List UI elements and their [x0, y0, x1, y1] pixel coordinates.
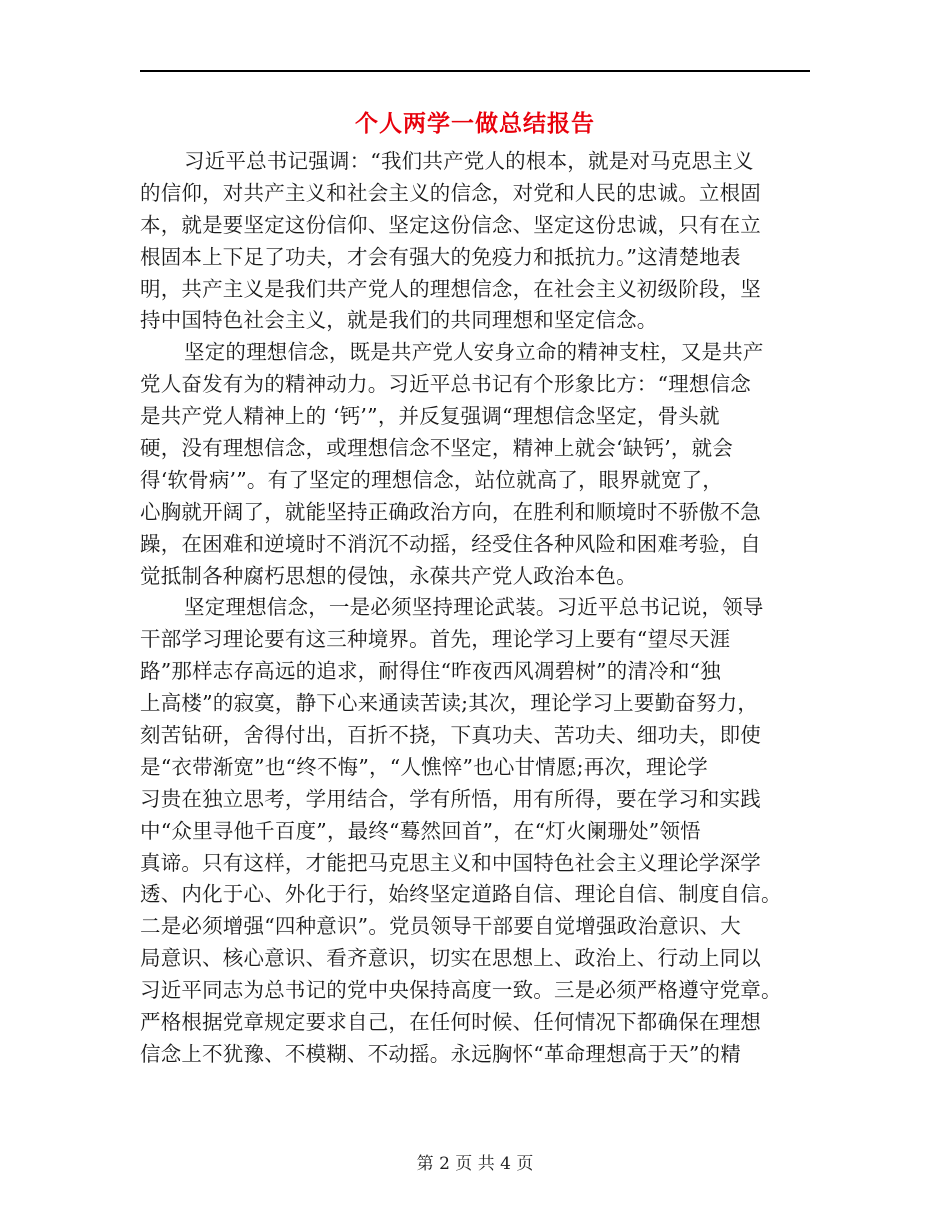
body-line: 刻苦钻研，舍得付出，百折不挠，下真功夫、苦功夫、细功夫，即使 [140, 723, 761, 748]
body-line: 本，就是要坚定这份信仰、坚定这份信念、坚定这份忠诚，只有在立 [140, 212, 761, 237]
body-line: 躁，在困难和逆境时不消沉不动摇，经受住各种风险和困难考验，自 [140, 531, 761, 556]
document-title: 个人两学一做总结报告 [355, 110, 595, 137]
body-line: 上高楼”的寂寞，静下心来通读苦读;其次，理论学习上要勤奋努力， [140, 691, 759, 716]
body-line: 坚定理想信念，一是必须坚持理论武装。习近平总书记说，领导 [184, 595, 764, 620]
body-line: 坚定的理想信念，既是共产党人安身立命的精神支柱，又是共产 [184, 340, 764, 365]
body-line: 觉抵制各种腐朽思想的侵蚀，永葆共产党人政治本色。 [140, 563, 637, 588]
body-line: 是共产党人精神上的 ‘钙’”，并反复强调“理想信念坚定，骨头就 [140, 404, 720, 429]
body-line: 得‘软骨病’”。有了坚定的理想信念，站位就高了，眼界就宽了， [140, 467, 724, 492]
body-line: 的信仰，对共产主义和社会主义的信念，对党和人民的忠诚。立根固 [140, 180, 761, 205]
body-line: 硬，没有理想信念，或理想信念不坚定，精神上就会‘缺钙’，就会 [140, 436, 734, 461]
body-line: 严格根据党章规定要求自己，在任何时候、任何情况下都确保在理想 [140, 1010, 761, 1035]
body-line: 持中国特色社会主义，就是我们的共同理想和坚定信念。 [140, 308, 658, 333]
body-line: 习近平总书记强调：“我们共产党人的根本，就是对马克思主义 [184, 149, 754, 173]
body-line: 是“衣带渐宽”也“终不悔”，“人憔悴”也心甘情愿;再次，理论学 [140, 754, 708, 779]
body-line: 干部学习理论要有这三种境界。首先，理论学习上要有“望尽天涯 [140, 627, 731, 652]
body-line: 习近平同志为总书记的党中央保持高度一致。三是必须严格遵守党章。 [140, 978, 782, 1003]
body-line: 透、内化于心、外化于行，始终坚定道路自信、理论自信、制度自信。 [140, 882, 782, 907]
page-number: 第 2 页 共 4 页 [416, 1154, 534, 1174]
body-line: 心胸就开阔了，就能坚持正确政治方向，在胜利和顺境时不骄傲不急 [140, 499, 761, 524]
body-line: 信念上不犹豫、不模糊、不动摇。永远胸怀“革命理想高于天”的精 [140, 1041, 741, 1066]
header-rule [140, 70, 810, 72]
body-line: 习贵在独立思考，学用结合，学有所悟，用有所得，要在学习和实践 [140, 786, 761, 811]
body-line: 局意识、核心意识、看齐意识，切实在思想上、政治上、行动上同以 [140, 946, 761, 971]
body-line: 二是必须增强“四种意识”。党员领导干部要自觉增强政治意识、大 [140, 914, 741, 939]
body-line: 党人奋发有为的精神动力。习近平总书记有个形象比方：“理想信念 [140, 372, 751, 397]
body-line: 中“众里寻他千百度”，最终“蓦然回首”，在“灯火阑珊处”领悟 [140, 818, 701, 843]
body-line: 真谛。只有这样，才能把马克思主义和中国特色社会主义理论学深学 [140, 850, 761, 875]
body-line: 路”那样志存高远的追求，耐得住“昨夜西风凋碧树”的清冷和“独 [140, 659, 721, 684]
body-line: 根固本上下足了功夫，才会有强大的免疫力和抵抗力。”这清楚地表 [140, 244, 741, 269]
body-line: 明，共产主义是我们共产党人的理想信念，在社会主义初级阶段，坚 [140, 276, 761, 301]
document-body [140, 146, 812, 1071]
